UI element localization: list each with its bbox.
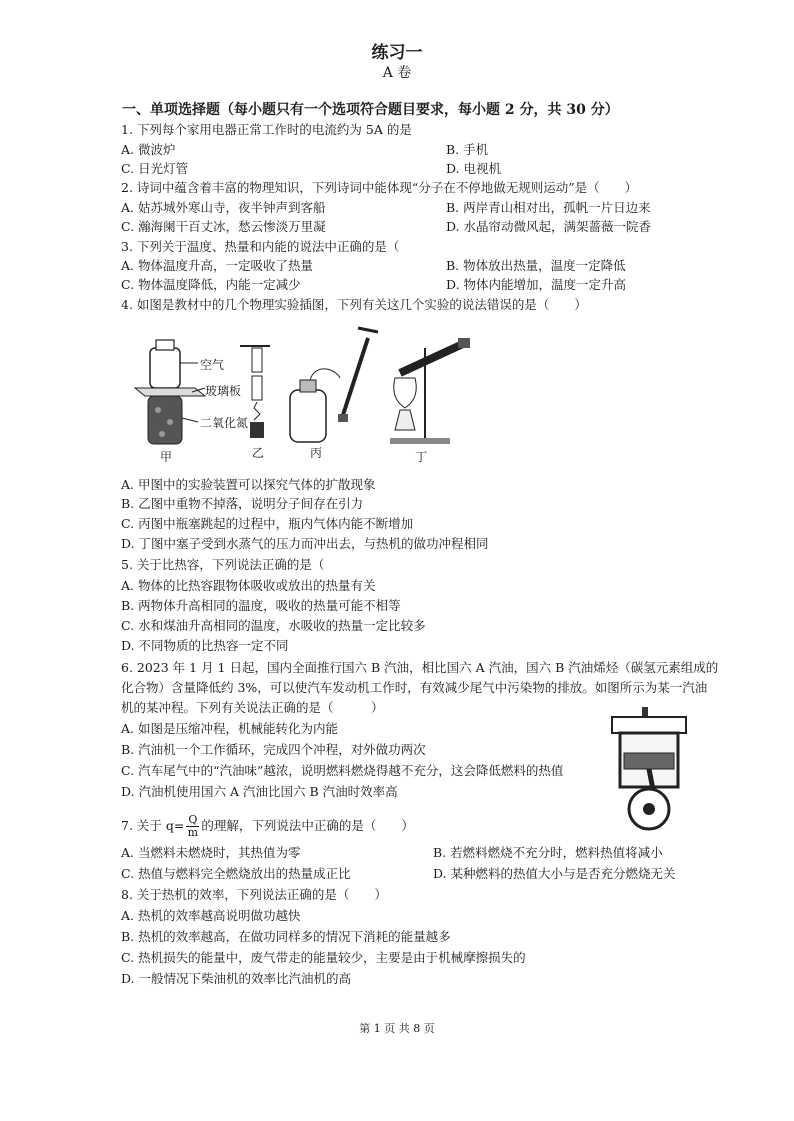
page-subtitle: A 卷: [382, 65, 412, 81]
label-jia: 甲: [160, 450, 173, 464]
q4-option-c: C. 丙图中瓶塞跳起的过程中，瓶内气体内能不断增加: [121, 516, 414, 531]
q7-option-c: C. 热值与燃料完全燃烧放出的热量成正比: [121, 866, 351, 881]
q4-option-b: B. 乙图中重物不掉落，说明分子间存在引力: [121, 496, 364, 511]
q4-option-d: D. 丁图中塞子受到水蒸气的压力而冲出去，与热机的做功冲程相同: [121, 536, 489, 551]
label-bing: 丙: [310, 446, 323, 460]
q8-option-b: B. 热机的效率越高，在做功同样多的情况下消耗的能量越多: [121, 929, 451, 944]
q4-option-a: A. 甲图中的实验装置可以探究气体的扩散现象: [121, 477, 376, 492]
q6-stem-line3: 机的某冲程。下列有关说法正确的是（ ）: [121, 700, 384, 715]
label-no2: 二氧化氮: [200, 416, 249, 430]
q2-option-a: A. 姑苏城外寒山寺，夜半钟声到客船: [121, 200, 326, 215]
q6-option-c: C. 汽车尾气中的“汽油味”越浓，说明燃料燃烧得越不充分，这会降低燃料的热值: [121, 763, 564, 778]
q8-stem: 8. 关于热机的效率，下列说法正确的是（ ）: [121, 887, 387, 902]
label-ding: 丁: [415, 450, 428, 464]
q8-option-c: C. 热机损失的能量中，废气带走的能量较少，主要是由于机械摩擦损失的: [121, 950, 526, 965]
q1-option-d: D. 电视机: [446, 161, 502, 176]
q4-stem: 4. 如图是教材中的几个物理实验插图，下列有关这几个实验的说法错误的是（ ）: [121, 297, 587, 312]
fraction-denominator: m: [187, 826, 199, 839]
q5-option-b: B. 两物体升高相同的温度，吸收的热量可能不相等: [121, 598, 401, 613]
q1-option-b: B. 手机: [446, 142, 489, 157]
experiment-figure: [120, 318, 500, 468]
q5-option-a: A. 物体的比热容跟物体吸收或放出的热量有关: [121, 578, 376, 593]
q2-option-c: C. 瀚海阑干百丈冰，愁云惨淡万里凝: [121, 219, 326, 234]
formula-fraction: [186, 814, 199, 839]
q1-option-a: A. 微波炉: [121, 142, 176, 157]
q2-option-d: D. 水晶帘动微风起，满架蔷薇一院香: [446, 219, 652, 234]
page-title: 练习一: [371, 43, 423, 63]
q1-stem: 1. 下列每个家用电器正常工作时的电流约为 5A 的是: [121, 122, 412, 137]
q3-stem: 3. 下列关于温度、热量和内能的说法中正确的是（: [121, 239, 400, 254]
q6-stem-line1: 6. 2023 年 1 月 1 日起，国内全面推行国六 B 汽油，相比国六 A 汽油，国六 B 汽油烯烃（碳氢元素组成的: [121, 660, 719, 675]
q3-option-d: D. 物体内能增加，温度一定升高: [446, 277, 627, 292]
q5-option-c: C. 水和煤油升高相同的温度，水吸收的热量一定比较多: [121, 618, 426, 633]
label-air: 空气: [200, 358, 225, 372]
q3-option-c: C. 物体温度降低，内能一定减少: [121, 277, 301, 292]
q6-option-d: D. 汽油机使用国六 A 汽油比国六 B 汽油时效率高: [121, 784, 398, 799]
engine-figure: [604, 705, 694, 835]
q6-stem-line2: 化合物）含量降低约 3%，可以使汽车发动机工作时，有效减少尾气中污染物的排放。如图所示为某一汽油: [121, 680, 708, 695]
engine-cylinder-illustration: [604, 705, 694, 835]
label-glass-plate: 玻璃板: [205, 384, 242, 398]
label-yi: 乙: [252, 446, 265, 460]
fraction-numerator: Q: [188, 813, 198, 826]
q3-option-a: A. 物体温度升高，一定吸收了热量: [121, 258, 313, 273]
page-footer: 第 1 页 共 8 页: [359, 1022, 435, 1035]
q6-option-b: B. 汽油机一个工作循环，完成四个冲程，对外做功两次: [121, 742, 426, 757]
q8-option-a: A. 热机的效率越高说明做功越快: [121, 908, 301, 923]
q7-stem-suffix: 的理解，下列说法中正确的是（ ）: [201, 818, 414, 833]
q5-stem: 5. 关于比热容，下列说法正确的是（: [121, 557, 325, 572]
q5-option-d: D. 不同物质的比热容一定不同: [121, 638, 289, 653]
q3-option-b: B. 物体放出热量，温度一定降低: [446, 258, 626, 273]
q2-option-b: B. 两岸青山相对出，孤帆一片日边来: [446, 200, 651, 215]
q1-option-c: C. 日光灯管: [121, 161, 189, 176]
q8-option-d: D. 一般情况下柴油机的效率比汽油机的高: [121, 971, 352, 986]
q6-option-a: A. 如图是压缩冲程，机械能转化为内能: [121, 721, 338, 736]
q7-option-a: A. 当燃料未燃烧时，其热值为零: [121, 845, 301, 860]
section-heading: 一、单项选择题（每小题只有一个选项符合题目要求，每小题 2 分，共 30 分）: [122, 102, 619, 118]
q7-option-d: D. 某种燃料的热值大小与是否充分燃烧无关: [433, 866, 676, 881]
q7-stem: [121, 814, 414, 839]
q7-option-b: B. 若燃料燃烧不充分时，燃料热值将减小: [433, 845, 663, 860]
q7-stem-prefix: 7. 关于 q=: [121, 818, 185, 833]
q2-stem: 2. 诗词中蕴含着丰富的物理知识，下列诗词中能体现“分子在不停地做无规则运动”是（ ）: [121, 180, 638, 195]
